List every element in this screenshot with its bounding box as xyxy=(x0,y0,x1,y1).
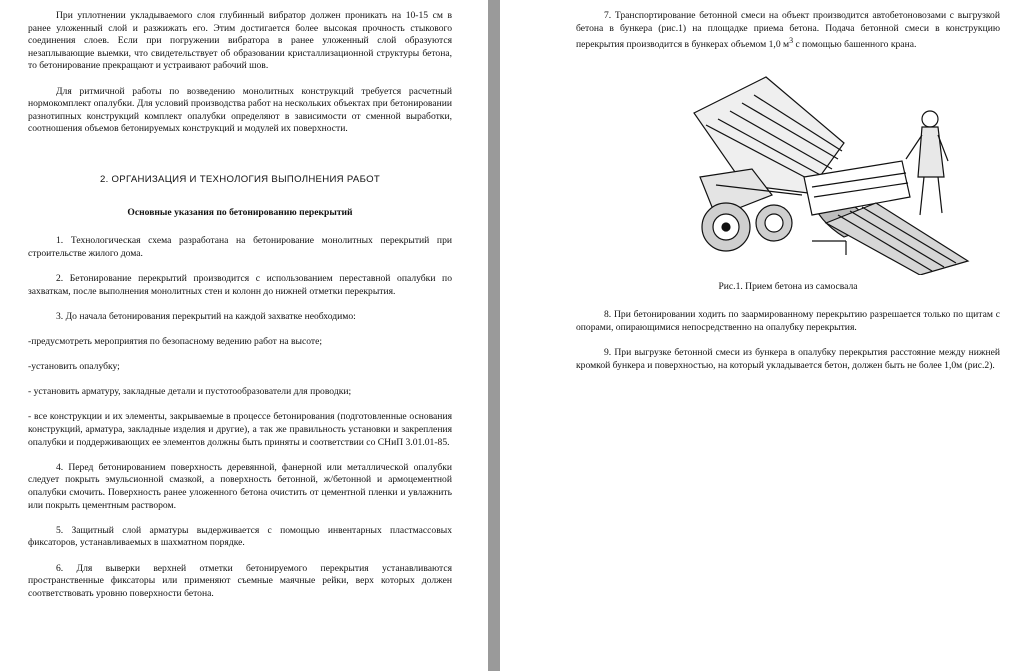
left-page xyxy=(0,0,488,671)
right-page xyxy=(500,0,1011,671)
dash-item: -предусмотреть мероприятия по безопасному ведению работ на высоте; xyxy=(28,335,323,347)
section-heading: 2. ОРГАНИЗАЦИЯ И ТЕХНОЛОГИЯ ВЫПОЛНЕНИЯ РАБОТ xyxy=(99,173,381,185)
sub-heading: Основные указания по бетонированию перекрытий xyxy=(127,206,353,218)
left-text-column xyxy=(28,10,452,613)
list-item: 1. Технологическая схема разработана на бетонирование монолитных перекрытий при строительстве жилого дома. xyxy=(28,235,452,259)
figure-dump-truck xyxy=(576,65,1000,275)
list-item: 7. Транспортирование бетонной смеси на объект производится автобетоновозами с выгрузкой бетона в бункера (рис.1) на площадке приема бетона. Подача бетонной смеси в конструкцию перекрытия производится в бункерах объемом 1,0 $м^3$ с помощью башенного крана. xyxy=(576,10,1000,51)
figure-caption: Рис.1. Прием бетона из самосвала xyxy=(718,280,858,292)
page-gap xyxy=(488,0,500,671)
paragraph: При уплотнении укладываемого слоя глубинный вибратор должен проникать на 10-15 см в ранее уложенный слой и разжижать его. Этим достигается более высокая прочность стыкового соединения слоев. Если при погружении вибратора в ранее уложенный слой образуются незаплывающие выемки, что свидетельствует об образовании кристаллизационной структуры бетона, то бетонирование прекращают и устраивают рабочий шов. xyxy=(28,10,452,72)
list-item: 3. До начала бетонирования перекрытий на каждой захватке необходимо: xyxy=(56,310,356,322)
list-item: 8. При бетонировании ходить по заармированному перекрытию разрешается только по щитам с опорами, опирающимися непосредственно на опалубку перекрытия. xyxy=(576,309,1000,333)
list-item: 4. Перед бетонированием поверхность деревянной, фанерной или металлической опалубки следует покрыть эмульсионной смазкой, а поверхность бетонной, ж/бетонной и армоцементной опалубки смочить. Поверхность ранее уложенного бетона очистить от цементной пленки и увлажнить или покрыть цементным раствором. xyxy=(28,461,452,511)
list-item: 2. Бетонирование перекрытий производится с использованием переставной опалубки по захваткам, после выполнения монолитных стен и колонн до нижней отметки перекрытия. xyxy=(28,272,452,297)
dash-item: -установить опалубку; xyxy=(28,361,120,373)
list-item: 6. Для выверки верхней отметки бетонируемого перекрытия устанавливаются пространственные фиксаторы или применяют съемные маячные рейки, верх которых должен соответствовать уровню поверхности бетона. xyxy=(28,562,452,599)
dash-item: - установить арматуру, закладные детали и пустотообразователи для проводки; xyxy=(28,386,352,398)
list-item: 5. Защитный слой арматуры выдерживается с помощью инвентарных пластмассовых фиксаторов, устанавливаемых в шахматном порядке. xyxy=(28,524,452,549)
superscript: 3 xyxy=(789,36,794,46)
right-text-column xyxy=(576,10,1000,385)
list-item: 9. При выгрузке бетонной смеси из бункера в опалубку перекрытия расстояние между нижней кромкой бункера и поверхностью, на который укладывается бетон, должен быть не более 1,0м (рис.2). xyxy=(576,346,1000,371)
dump-truck-illustration xyxy=(576,65,1000,275)
dash-item: - все конструкции и их элементы, закрываемые в процессе бетонирования (подготовленные основания конструкций, арматура, закладные изделия и другие), а так же правильность установки и закрепления опалубки и поддерживающих ее элементов должны быть приняты и соответствии со СНиП 3.01.01-85. xyxy=(28,411,452,448)
paragraph: Для ритмичной работы по возведению монолитных конструкций требуется расчетный нормокомплект опалубки. Для условий производства работ на нескольких объектах при бетонировании разнотипных конструкций комплект опалубки определяют в зависимости от сменной выработки, соотношения объемов бетонируемых конструкций и модулей их поверхности. xyxy=(28,85,452,135)
